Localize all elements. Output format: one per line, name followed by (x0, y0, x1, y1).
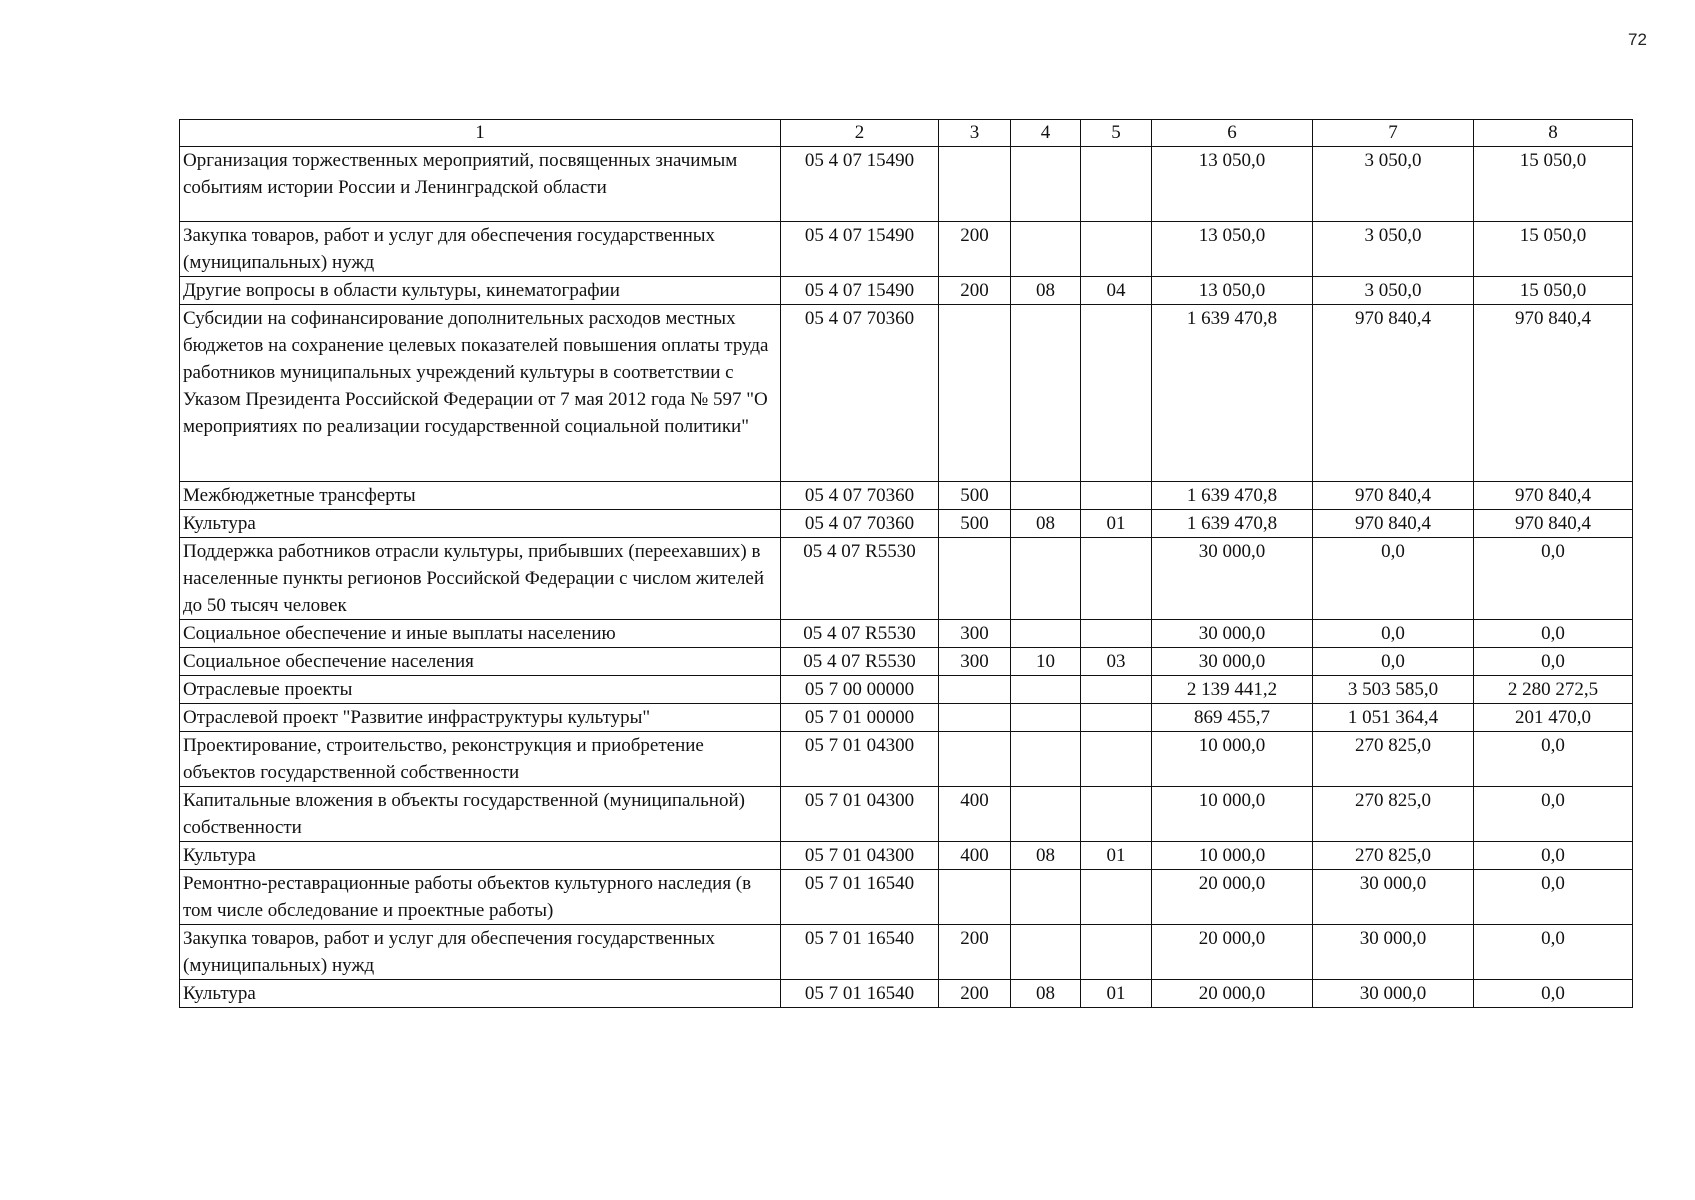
amount-col8: 0,0 (1474, 538, 1633, 620)
table-row (180, 980, 1633, 1008)
section (1011, 925, 1081, 980)
amount-col8: 0,0 (1474, 925, 1633, 980)
subsection (1081, 870, 1152, 925)
subsection (1081, 620, 1152, 648)
amount-col6: 10 000,0 (1152, 842, 1313, 870)
row-name: Социальное обеспечение населения (180, 648, 781, 676)
expense-type: 500 (939, 482, 1011, 510)
table-row (180, 510, 1633, 538)
subsection (1081, 732, 1152, 787)
table-row (180, 787, 1633, 842)
amount-col6: 30 000,0 (1152, 620, 1313, 648)
target-code: 05 7 00 00000 (781, 676, 939, 704)
amount-col8: 0,0 (1474, 732, 1633, 787)
target-code: 05 4 07 15490 (781, 147, 939, 222)
target-code: 05 7 01 16540 (781, 925, 939, 980)
column-header: 1 (180, 120, 781, 147)
section: 08 (1011, 980, 1081, 1008)
expense-type: 300 (939, 648, 1011, 676)
section (1011, 870, 1081, 925)
amount-col8: 0,0 (1474, 648, 1633, 676)
table-row (180, 482, 1633, 510)
row-name: Другие вопросы в области культуры, кинематографии (180, 277, 781, 305)
row-name: Культура (180, 510, 781, 538)
amount-col6: 20 000,0 (1152, 870, 1313, 925)
budget-table (179, 119, 1633, 1008)
amount-col8: 970 840,4 (1474, 305, 1633, 482)
amount-col7: 30 000,0 (1313, 980, 1474, 1008)
subsection (1081, 538, 1152, 620)
table-row (180, 538, 1633, 620)
amount-col8: 15 050,0 (1474, 222, 1633, 277)
table-row (180, 870, 1633, 925)
table-body (180, 120, 1633, 1008)
amount-col8: 201 470,0 (1474, 704, 1633, 732)
subsection: 01 (1081, 980, 1152, 1008)
subsection (1081, 925, 1152, 980)
amount-col6: 20 000,0 (1152, 925, 1313, 980)
amount-col8: 2 280 272,5 (1474, 676, 1633, 704)
expense-type (939, 147, 1011, 222)
amount-col6: 1 639 470,8 (1152, 305, 1313, 482)
amount-col7: 0,0 (1313, 620, 1474, 648)
amount-col7: 1 051 364,4 (1313, 704, 1474, 732)
row-name: Отраслевой проект "Развитие инфраструктуры культуры" (180, 704, 781, 732)
table-row (180, 925, 1633, 980)
row-name: Закупка товаров, работ и услуг для обеспечения государственных (муниципальных) нужд (180, 925, 781, 980)
amount-col8: 0,0 (1474, 980, 1633, 1008)
subsection (1081, 305, 1152, 482)
amount-col7: 0,0 (1313, 538, 1474, 620)
amount-col6: 10 000,0 (1152, 787, 1313, 842)
section: 08 (1011, 277, 1081, 305)
amount-col7: 30 000,0 (1313, 925, 1474, 980)
amount-col6: 1 639 470,8 (1152, 510, 1313, 538)
amount-col6: 30 000,0 (1152, 538, 1313, 620)
amount-col7: 30 000,0 (1313, 870, 1474, 925)
target-code: 05 4 07 70360 (781, 482, 939, 510)
target-code: 05 7 01 16540 (781, 870, 939, 925)
amount-col6: 869 455,7 (1152, 704, 1313, 732)
subsection: 04 (1081, 277, 1152, 305)
row-name: Культура (180, 842, 781, 870)
section: 10 (1011, 648, 1081, 676)
amount-col7: 0,0 (1313, 648, 1474, 676)
row-name: Межбюджетные трансферты (180, 482, 781, 510)
amount-col8: 0,0 (1474, 842, 1633, 870)
row-name: Отраслевые проекты (180, 676, 781, 704)
target-code: 05 4 07 70360 (781, 305, 939, 482)
amount-col8: 0,0 (1474, 787, 1633, 842)
target-code: 05 4 07 70360 (781, 510, 939, 538)
row-name: Закупка товаров, работ и услуг для обеспечения государственных (муниципальных) нужд (180, 222, 781, 277)
expense-type: 500 (939, 510, 1011, 538)
table-row (180, 222, 1633, 277)
target-code: 05 4 07 R5530 (781, 648, 939, 676)
expense-type: 400 (939, 842, 1011, 870)
amount-col7: 270 825,0 (1313, 732, 1474, 787)
section: 08 (1011, 842, 1081, 870)
expense-type (939, 538, 1011, 620)
amount-col7: 3 050,0 (1313, 277, 1474, 305)
column-header: 3 (939, 120, 1011, 147)
target-code: 05 7 01 00000 (781, 704, 939, 732)
expense-type: 200 (939, 980, 1011, 1008)
target-code: 05 7 01 16540 (781, 980, 939, 1008)
subsection: 01 (1081, 510, 1152, 538)
column-header: 6 (1152, 120, 1313, 147)
row-name: Проектирование, строительство, реконструкция и приобретение объектов государственной собственности (180, 732, 781, 787)
section (1011, 704, 1081, 732)
table-row (180, 277, 1633, 305)
page-number: 72 (1628, 30, 1647, 49)
table-row (180, 147, 1633, 222)
subsection: 01 (1081, 842, 1152, 870)
subsection (1081, 704, 1152, 732)
amount-col7: 3 050,0 (1313, 222, 1474, 277)
section (1011, 305, 1081, 482)
amount-col7: 970 840,4 (1313, 305, 1474, 482)
expense-type (939, 704, 1011, 732)
expense-type (939, 676, 1011, 704)
amount-col6: 2 139 441,2 (1152, 676, 1313, 704)
section (1011, 147, 1081, 222)
expense-type: 400 (939, 787, 1011, 842)
amount-col6: 13 050,0 (1152, 277, 1313, 305)
amount-col7: 270 825,0 (1313, 787, 1474, 842)
section (1011, 538, 1081, 620)
amount-col8: 15 050,0 (1474, 147, 1633, 222)
column-header: 7 (1313, 120, 1474, 147)
expense-type (939, 305, 1011, 482)
row-name: Организация торжественных мероприятий, посвященных значимым событиям истории России и Ленинградской области (180, 147, 781, 222)
amount-col7: 970 840,4 (1313, 510, 1474, 538)
section (1011, 676, 1081, 704)
amount-col8: 0,0 (1474, 620, 1633, 648)
table-row (180, 704, 1633, 732)
row-name: Социальное обеспечение и иные выплаты населению (180, 620, 781, 648)
row-name: Поддержка работников отрасли культуры, прибывших (переехавших) в населенные пункты регионов Российской Федерации с числом жителей до 50 тысяч человек (180, 538, 781, 620)
column-header: 4 (1011, 120, 1081, 147)
amount-col8: 970 840,4 (1474, 482, 1633, 510)
subsection (1081, 147, 1152, 222)
amount-col8: 15 050,0 (1474, 277, 1633, 305)
section (1011, 732, 1081, 787)
amount-col7: 3 503 585,0 (1313, 676, 1474, 704)
expense-type (939, 732, 1011, 787)
table-row (180, 648, 1633, 676)
row-name: Капитальные вложения в объекты государственной (муниципальной) собственности (180, 787, 781, 842)
column-header: 5 (1081, 120, 1152, 147)
table-header-row (180, 120, 1633, 147)
section: 08 (1011, 510, 1081, 538)
amount-col7: 270 825,0 (1313, 842, 1474, 870)
column-header: 2 (781, 120, 939, 147)
expense-type: 300 (939, 620, 1011, 648)
table-row (180, 732, 1633, 787)
section (1011, 787, 1081, 842)
amount-col8: 970 840,4 (1474, 510, 1633, 538)
section (1011, 620, 1081, 648)
target-code: 05 4 07 R5530 (781, 620, 939, 648)
section (1011, 222, 1081, 277)
amount-col6: 1 639 470,8 (1152, 482, 1313, 510)
subsection: 03 (1081, 648, 1152, 676)
subsection (1081, 482, 1152, 510)
section (1011, 482, 1081, 510)
expense-type: 200 (939, 277, 1011, 305)
table-row (180, 676, 1633, 704)
subsection (1081, 787, 1152, 842)
amount-col7: 3 050,0 (1313, 147, 1474, 222)
subsection (1081, 222, 1152, 277)
column-header: 8 (1474, 120, 1633, 147)
amount-col7: 970 840,4 (1313, 482, 1474, 510)
table-row (180, 620, 1633, 648)
expense-type: 200 (939, 222, 1011, 277)
target-code: 05 7 01 04300 (781, 842, 939, 870)
target-code: 05 7 01 04300 (781, 732, 939, 787)
row-name: Субсидии на софинансирование дополнительных расходов местных бюджетов на сохранение целевых показателей повышения оплаты труда работников муниципальных учреждений культуры в соответствии с Указом Президента Российской Федерации от 7 мая 2012 года № 597 "О мероприятиях по реализации государственной социальной политики" (180, 305, 781, 482)
subsection (1081, 676, 1152, 704)
row-name: Культура (180, 980, 781, 1008)
target-code: 05 7 01 04300 (781, 787, 939, 842)
expense-type (939, 870, 1011, 925)
amount-col6: 13 050,0 (1152, 147, 1313, 222)
target-code: 05 4 07 15490 (781, 222, 939, 277)
amount-col6: 20 000,0 (1152, 980, 1313, 1008)
table-row (180, 305, 1633, 482)
amount-col6: 13 050,0 (1152, 222, 1313, 277)
table-row (180, 842, 1633, 870)
amount-col6: 30 000,0 (1152, 648, 1313, 676)
amount-col8: 0,0 (1474, 870, 1633, 925)
expense-type: 200 (939, 925, 1011, 980)
target-code: 05 4 07 R5530 (781, 538, 939, 620)
target-code: 05 4 07 15490 (781, 277, 939, 305)
amount-col6: 10 000,0 (1152, 732, 1313, 787)
row-name: Ремонтно-реставрационные работы объектов культурного наследия (в том числе обследование и проектные работы) (180, 870, 781, 925)
